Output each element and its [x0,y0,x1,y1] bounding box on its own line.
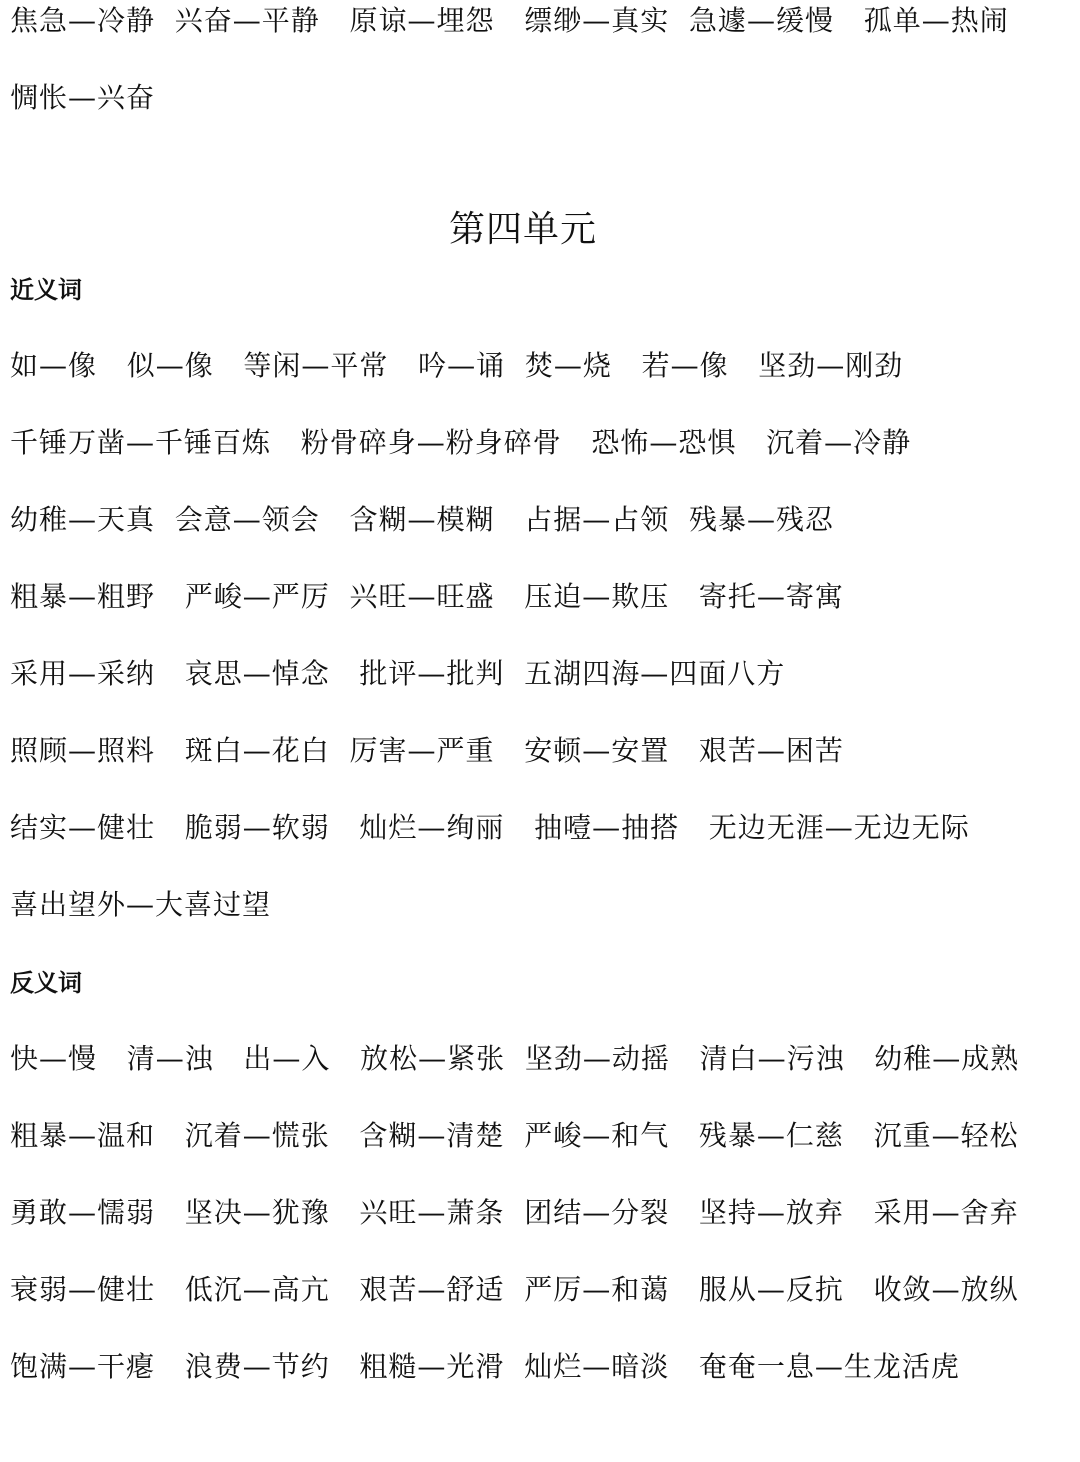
antonyms-heading: 反义词 [10,969,82,997]
antonym-line-5: 饱满—干瘪 浪费—节约 粗糙—光滑 灿烂—暗淡 奄奄一息—生龙活虎 [10,1350,960,1383]
synonym-line-5: 采用—采纳 哀思—悼念 批评—批判 五湖四海—四面八方 [10,657,786,690]
top-line-2: 惆怅—兴奋 [10,81,156,114]
synonym-line-8: 喜出望外—大喜过望 [10,888,272,921]
synonym-line-1: 如—像 似—像 等闲—平常 吟—诵 焚—烧 若—像 坚劲—刚劲 [10,349,904,382]
synonyms-heading: 近义词 [10,276,82,304]
unit-title: 第四单元 [448,209,597,250]
antonym-line-2: 粗暴—温和 沉着—慌张 含糊—清楚 严峻—和气 残暴—仁慈 沉重—轻松 [10,1119,1019,1152]
synonym-line-2: 千锤万凿—千锤百炼 粉骨碎身—粉身碎骨 恐怖—恐惧 沉着—冷静 [10,426,912,459]
antonym-line-1: 快—慢 清—浊 出—入 放松—紧张 坚劲—动摇 清白—污浊 幼稚—成熟 [10,1042,1020,1075]
top-line-1: 焦急—冷静 兴奋—平静 原谅—埋怨 缥缈—真实 急遽—缓慢 孤单—热闹 [10,4,1009,37]
synonym-line-6: 照顾—照料 斑白—花白 厉害—严重 安顿—安置 艰苦—困苦 [10,734,844,767]
synonym-line-7: 结实—健壮 脆弱—软弱 灿烂—绚丽 抽噎—抽搭 无边无涯—无边无际 [10,811,970,844]
antonym-line-4: 衰弱—健壮 低沉—高亢 艰苦—舒适 严厉—和蔼 服从—反抗 收敛—放纵 [10,1273,1019,1306]
synonym-line-4: 粗暴—粗野 严峻—严厉 兴旺—旺盛 压迫—欺压 寄托—寄寓 [10,580,844,613]
antonym-line-3: 勇敢—懦弱 坚决—犹豫 兴旺—萧条 团结—分裂 坚持—放弃 采用—舍弃 [10,1196,1019,1229]
synonym-line-3: 幼稚—天真 会意—领会 含糊—模糊 占据—占领 残暴—残忍 [10,503,835,536]
